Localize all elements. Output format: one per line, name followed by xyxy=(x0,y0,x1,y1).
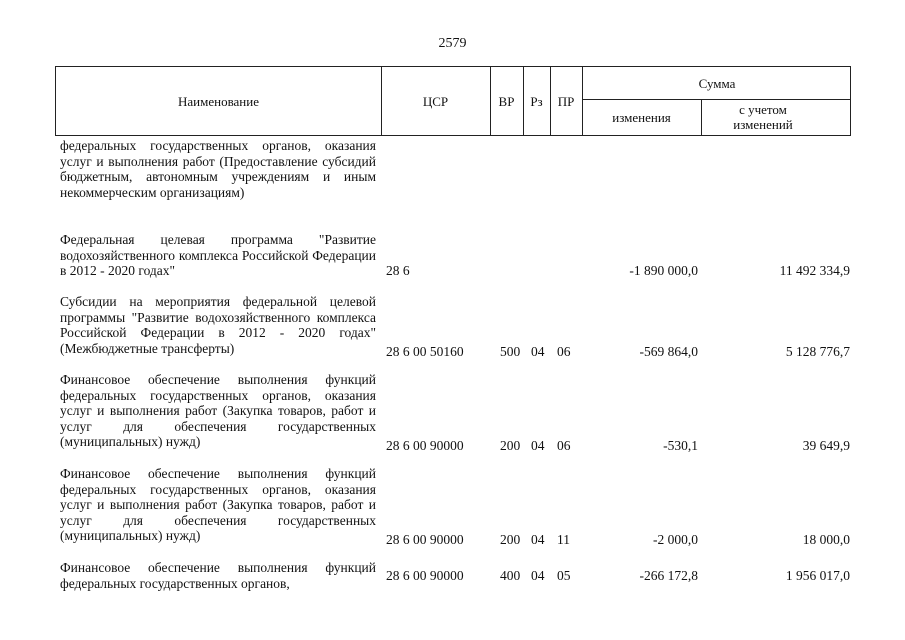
row-vr: 200 xyxy=(500,438,521,453)
table-header xyxy=(55,66,851,136)
row-change: -266 172,8 xyxy=(639,568,698,583)
row-rz: 04 xyxy=(531,532,545,547)
row-rz: 04 xyxy=(531,344,545,359)
page-number: 2579 xyxy=(438,36,467,51)
table-row xyxy=(60,372,850,466)
row-rz: 04 xyxy=(531,568,545,583)
row-total: 18 000,0 xyxy=(802,532,850,547)
row-pr: 06 xyxy=(557,438,571,453)
row-total: 11 492 334,9 xyxy=(779,263,850,278)
table-row xyxy=(60,466,850,560)
row-change: -2 000,0 xyxy=(653,532,698,547)
row-pr: 06 xyxy=(557,344,571,359)
row-change: -1 890 000,0 xyxy=(629,263,698,278)
table-body xyxy=(60,138,850,600)
header-sum: Сумма xyxy=(698,76,736,91)
table-row xyxy=(60,232,850,294)
row-total: 5 128 776,7 xyxy=(785,344,850,359)
header-name: Наименование xyxy=(178,94,259,109)
row-name: Федеральная целевая программа "Развитие водохозяйственного комплекса Российской Федерации в 2012 - 2020 годах" xyxy=(60,232,376,279)
row-total: 1 956 017,0 xyxy=(785,568,850,583)
row-csr: 28 6 00 90000 xyxy=(386,568,464,583)
row-csr: 28 6 xyxy=(386,263,410,278)
row-vr: 200 xyxy=(500,532,521,547)
row-name: Финансовое обеспечение выполнения функций федеральных государственных органов, оказания услуг и выполнения работ (Закупка товаров, работ и услуг для обеспечения государственных (муниципальных) нужд) xyxy=(60,466,376,544)
header-rz: Рз xyxy=(530,94,543,109)
header-pr: ПР xyxy=(557,94,575,109)
sum-subdivider xyxy=(701,99,702,135)
row-change: -530,1 xyxy=(663,438,698,453)
table-row xyxy=(60,560,850,600)
row-csr: 28 6 00 90000 xyxy=(386,438,464,453)
row-rz: 04 xyxy=(531,438,545,453)
table-row xyxy=(60,294,850,372)
row-name: Субсидии на мероприятия федеральной целевой программы "Развитие водохозяйственного комплекса Российской Федерации в 2012 - 2020 годах" (Межбюджетные трансферты) xyxy=(60,294,376,356)
row-pr: 11 xyxy=(557,532,570,547)
row-name: Финансовое обеспечение выполнения функций федеральных государственных органов, оказания услуг и выполнения работ (Закупка товаров, работ и услуг для обеспечения государственных (муниципальных) нужд) xyxy=(60,372,376,450)
sum-divider xyxy=(582,99,850,100)
table-row xyxy=(60,138,850,232)
row-vr: 400 xyxy=(500,568,521,583)
header-vr: ВР xyxy=(498,94,515,109)
row-pr: 05 xyxy=(557,568,571,583)
row-vr: 500 xyxy=(500,344,521,359)
header-change: изменения xyxy=(612,110,671,125)
row-csr: 28 6 00 90000 xyxy=(386,532,464,547)
header-with-changes: с учетом изменений xyxy=(733,102,793,132)
row-total: 39 649,9 xyxy=(802,438,850,453)
row-csr: 28 6 00 50160 xyxy=(386,344,464,359)
row-name: Финансовое обеспечение выполнения функций федеральных государственных органов, xyxy=(60,560,376,591)
row-name: федеральных государственных органов, оказания услуг и выполнения работ (Предоставление субсидий бюджетным, автономным учреждениям и иным некоммерческим организациям) xyxy=(60,138,376,200)
row-change: -569 864,0 xyxy=(639,344,698,359)
header-csr: ЦСР xyxy=(422,94,449,109)
